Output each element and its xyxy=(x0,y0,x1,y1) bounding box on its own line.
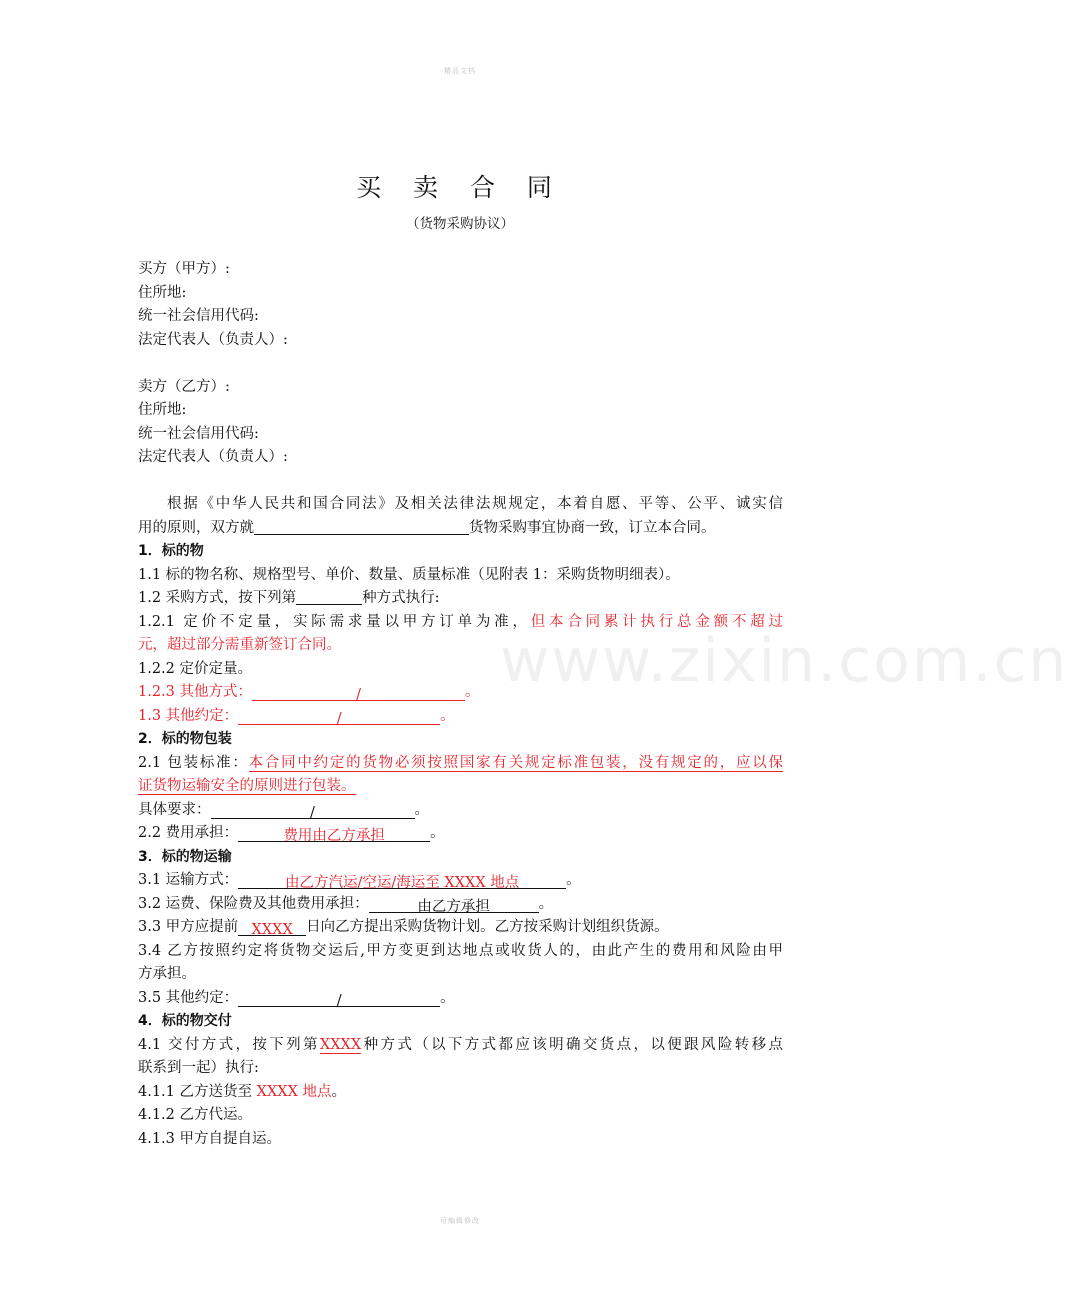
footer-watermark-text: 可编辑修改 xyxy=(440,1217,480,1225)
red-clause-text: 证货物运输安全的原则进行包装。 xyxy=(138,778,356,794)
slash: / xyxy=(336,710,342,727)
clause-text: 4.1.1 乙方送货至 xyxy=(138,1083,257,1100)
clause-text: 。 xyxy=(538,895,554,912)
header-watermark-text: 精品文档 xyxy=(444,67,476,75)
buyer-address-label: 住所地: xyxy=(138,284,187,301)
seller-rep-label: 法定代表人（负责人）: xyxy=(138,449,288,465)
document-title: 买 卖 合 同 xyxy=(356,173,564,202)
clause-text: 1.3 其他约定： xyxy=(138,707,239,724)
clause-4-1-cont: 联系到一起）执行: xyxy=(138,1060,259,1076)
clause-3-3 xyxy=(138,916,783,940)
buyer-name-label: 买方（甲方）: xyxy=(138,261,230,277)
document-subtitle: （货物采购协议） xyxy=(406,216,514,232)
clause-3-4: 3.4 乙方按照约定将货物交运后,甲方变更到达地点或收货人的，由此产生的费用和风险由甲 xyxy=(138,942,783,959)
clause-text: 。 xyxy=(331,1083,347,1100)
contract-body xyxy=(138,258,783,1151)
seller-name-label: 卖方（乙方）: xyxy=(138,378,230,395)
clause-text: 种方式执行: xyxy=(362,590,440,606)
other-agreement-blank xyxy=(238,708,440,725)
clause-4-1 xyxy=(138,1034,783,1058)
background-watermark: www.zixin.com.cn xyxy=(500,626,1068,696)
clause-text: 2.2 费用承担： xyxy=(138,825,239,841)
clause-text: 。 xyxy=(440,989,455,1006)
red-clause-text: 本合同中约定的货物必须按照国家有关规定标准包装，没有规定的，应以保 xyxy=(248,754,784,771)
clause-text: 。 xyxy=(465,684,480,700)
slash: / xyxy=(336,992,342,1009)
clause-3-4-cont: 方承担。 xyxy=(138,966,196,982)
buyer-credit-code-label: 统一社会信用代码: xyxy=(138,308,259,324)
clause-3-5 xyxy=(138,987,783,1011)
clause-text: 4.1 交付方式，按下列第 xyxy=(138,1036,320,1053)
clause-1-1: 1.1 标的物名称、规格型号、单价、数量、质量标准（见附表 1：采购货物明细表）。 xyxy=(138,566,680,583)
clause-3-1 xyxy=(138,869,783,893)
cost-blank xyxy=(238,825,430,842)
clause-2-2 xyxy=(138,822,783,846)
clause-text: 日向乙方提出采购货物计划。乙方按采购计划组织货源。 xyxy=(306,919,669,935)
section-4-heading: 4．标的物交付 xyxy=(138,1013,232,1029)
clause-2-1-cont xyxy=(138,775,783,799)
clause-text: 3.5 其他约定： xyxy=(138,989,239,1006)
clause-text: 。 xyxy=(414,801,429,818)
red-fill-text: 由乙方汽运/空运/海运至 XXXX 地点 xyxy=(285,875,520,891)
buyer-rep-label: 法定代表人（负责人）: xyxy=(138,331,288,348)
seller-credit-code-label: 统一社会信用代码: xyxy=(138,425,259,442)
requirement-blank xyxy=(211,802,415,819)
intro-line-2 xyxy=(138,517,783,541)
seller-address-label: 住所地: xyxy=(138,402,187,418)
intro-line-1: 根据《中华人民共和国合同法》及相关法律法规规定，本着自愿、平等、公平、诚实信 xyxy=(167,496,783,512)
fee-blank xyxy=(369,896,539,913)
section-2-heading: 2．标的物包装 xyxy=(138,731,232,747)
clause-4-1-1 xyxy=(138,1081,783,1105)
clause-text: 3.2 运费、保险费及其他费用承担： xyxy=(138,895,369,912)
clause-1-2-3 xyxy=(138,681,783,705)
red-fill-text: XXXX 地点 xyxy=(256,1083,332,1100)
intro-text: 用的原则，双方就 xyxy=(138,519,254,536)
transport-other-blank xyxy=(238,990,440,1007)
fill-text: 由乙方承担 xyxy=(417,898,490,915)
red-fill-text: 费用由乙方承担 xyxy=(283,828,385,844)
method-blank xyxy=(296,588,362,605)
goods-blank xyxy=(254,518,469,535)
clause-text: 1.2.3 其他方式： xyxy=(138,684,253,700)
clause-1-3 xyxy=(138,705,783,729)
clause-3-2 xyxy=(138,893,783,917)
clause-1-2 xyxy=(138,587,783,611)
red-fill-text: XXXX xyxy=(251,922,293,938)
clause-text: 。 xyxy=(430,825,445,841)
intro-text: 货物采购事宜协商一致，订立本合同。 xyxy=(469,519,716,536)
clause-2-1 xyxy=(138,752,783,776)
section-1-heading: 1．标的物 xyxy=(138,543,204,559)
red-clause-text: 但本合同累计执行总金额不超过 xyxy=(530,613,783,630)
clause-text: 2.1 包装标准： xyxy=(138,754,249,771)
clause-1-2-1 xyxy=(138,611,783,635)
clause-text: 1.2.1 定价不定量，实际需求量以甲方订单为准， xyxy=(138,613,531,630)
packaging-requirement xyxy=(138,799,783,823)
clause-1-2-1-cont: 元，超过部分需重新签订合同。 xyxy=(138,637,341,653)
section-3-heading: 3．标的物运输 xyxy=(138,848,232,865)
slash: / xyxy=(310,804,315,821)
other-method-blank xyxy=(252,684,465,701)
clause-text: 3.3 甲方应提前 xyxy=(138,919,239,935)
red-fill-text: XXXX xyxy=(319,1036,362,1053)
clause-text: 3.1 运输方式： xyxy=(138,872,239,888)
clause-1-2-2: 1.2.2 定价定量。 xyxy=(138,660,253,677)
clause-text: 具体要求： xyxy=(138,801,211,818)
days-blank xyxy=(238,919,306,936)
clause-4-1-3: 4.1.3 甲方自提自运。 xyxy=(138,1130,282,1147)
clause-text: 种方式（以下方式都应该明确交货点，以便跟风险转移点 xyxy=(361,1036,784,1053)
slash: / xyxy=(356,687,361,703)
clause-text: 。 xyxy=(566,872,581,888)
clause-text: 。 xyxy=(440,707,455,724)
transport-blank xyxy=(238,872,566,889)
clause-4-1-2: 4.1.2 乙方代运。 xyxy=(138,1107,253,1123)
clause-text: 1.2 采购方式，按下列第 xyxy=(138,590,297,606)
